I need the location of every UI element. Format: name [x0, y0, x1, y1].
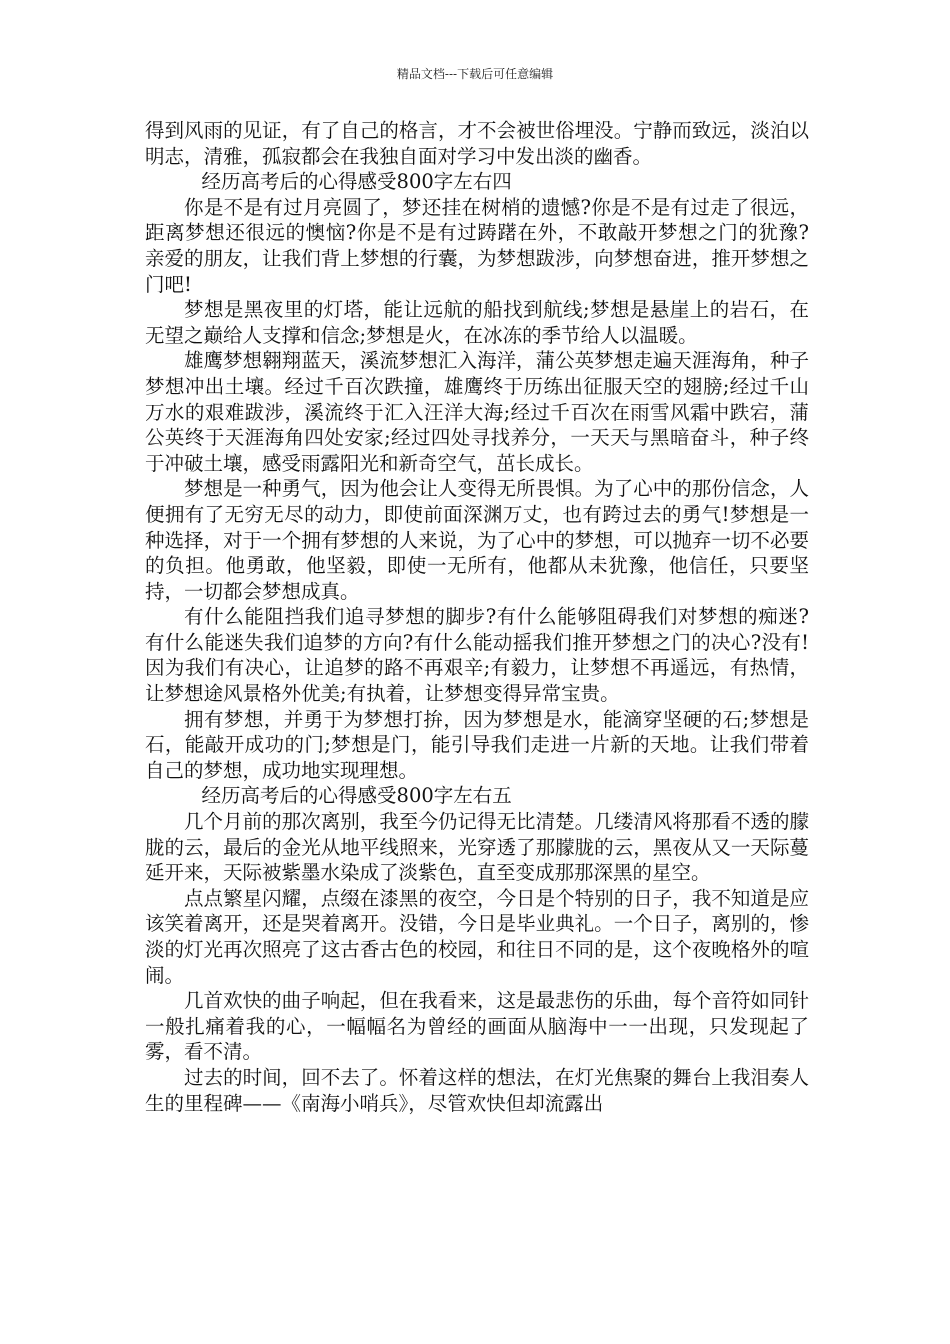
paragraph-continuation: 得到风雨的见证，有了自己的格言，才不会被世俗埋没。宁静而致远，淡泊以明志，清雅，孤寂都会在我独自面对学习中发出淡的幽香。 [145, 119, 809, 168]
page-header: 精品文档---下载后可任意编辑 [396, 67, 554, 81]
paragraph: 几首欢快的曲子响起，但在我看来，这是最悲伤的乐曲，每个音符如同针一般扎痛着我的心，一幅幅名为曾经的画面从脑海中一一出现，只发现起了雾，看不清。 [145, 989, 809, 1064]
paragraph: 你是不是有过月亮圆了，梦还挂在树梢的遗憾?你是不是有过走了很远，距离梦想还很远的懊恼?你是不是有过踌躇在外，不敢敲开梦想之门的犹豫?亲爱的朋友，让我们背上梦想的行囊，为梦想跋涉，向梦想奋进，推开梦想之门吧! [145, 195, 809, 296]
section-heading: 经历高考后的心得感受800字左右五 [201, 784, 512, 808]
paragraph: 雄鹰梦想翱翔蓝天，溪流梦想汇入海洋，蒲公英梦想走遍天涯海角，种子梦想冲出土壤。经过千百次跌撞，雄鹰终于历练出征服天空的翅膀;经过千山万水的艰难跋涉，溪流终于汇入汪洋大海;经过千百次在雨雪风霜中跌宕，蒲公英终于天涯海角四处安家;经过四处寻找养分，一天天与黑暗奋斗，种子终于冲破土壤，感受雨露阳光和新奇空气，茁长成长。 [145, 349, 809, 475]
paragraph: 梦想是黑夜里的灯塔，能让远航的船找到航线;梦想是悬崖上的岩石，在无望之巅给人支撑和信念;梦想是火，在冰冻的季节给人以温暖。 [145, 298, 809, 347]
paragraph: 梦想是一种勇气，因为他会让人变得无所畏惧。为了心中的那份信念，人便拥有了无穷无尽的动力，即使前面深渊万丈，也有跨过去的勇气!梦想是一种选择，对于一个拥有梦想的人来说，为了心中的梦想，可以抛弃一切不必要的负担。他勇敢，他坚毅，即使一无所有，他都从未犹豫，他信任，只要坚持，一切都会梦想成真。 [145, 477, 809, 603]
paragraph: 点点繁星闪耀，点缀在漆黑的夜空，今日是个特别的日子，我不知道是应该笑着离开，还是哭着离开。没错，今日是毕业典礼。一个日子，离别的，惨淡的灯光再次照亮了这古香古色的校园，和往日不同的是，这个夜晚格外的喧闹。 [145, 886, 809, 987]
paragraph: 过去的时间，回不去了。怀着这样的想法，在灯光焦聚的舞台上我泪奏人生的里程碑——《南海小哨兵》，尽管欢快但却流露出 [145, 1065, 809, 1115]
section-heading: 经历高考后的心得感受800字左右四 [201, 170, 512, 194]
paragraph: 拥有梦想，并勇于为梦想打拚，因为梦想是水，能滴穿坚硬的石;梦想是石，能敲开成功的门;梦想是门，能引导我们走进一片新的天地。让我们带着自己的梦想，成功地实现理想。 [145, 707, 809, 782]
paragraph: 几个月前的那次离别，我至今仍记得无比清楚。几缕清风将那看不透的朦胧的云，最后的金光从地平线照来，光穿透了那朦胧的云，黑夜从又一天际蔓延开来，天际被紫墨水染成了淡紫色，直至变成那那深黑的星空。 [145, 810, 809, 885]
paragraph: 有什么能阻挡我们追寻梦想的脚步?有什么能够阻碍我们对梦想的痴迷?有什么能迷失我们追梦的方向?有什么能动摇我们推开梦想之门的决心?没有!因为我们有决心，让追梦的路不再艰辛;有毅力，让梦想不再遥远，有热情，让梦想途风景格外优美;有执着，让梦想变得异常宝贵。 [145, 605, 809, 706]
document-body [145, 118, 809, 1116]
